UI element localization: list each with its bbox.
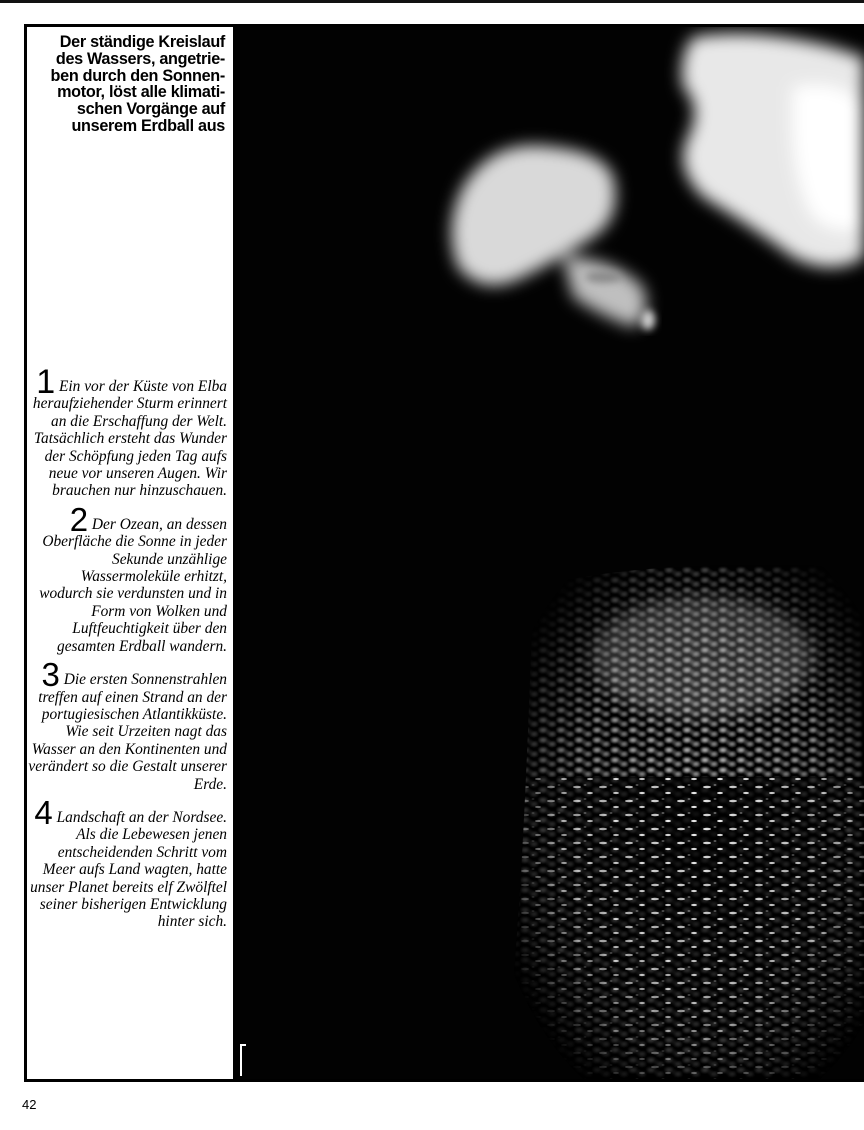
caption-text: Der Ozean, an dessen Oberfläche die Sonne in jeder Sekunde unzählige Wassermoleküle erhitzt, wodurch sie verdunsten und in Form von Wolken und Luftfeuchtigkeit über den gesamten Erdball wandern.: [39, 515, 227, 655]
top-rule: [0, 0, 864, 3]
corner-mark: [240, 1044, 246, 1076]
headline-line: ben durch den Sonnen-: [50, 66, 225, 85]
caption-number: 3: [41, 656, 60, 694]
headline-line: des Wassers, angetrie-: [55, 49, 225, 68]
caption-text: Die ersten Sonnenstrahlen treffen auf einen Strand an der portugiesischen Atlantikküste. Wie seit Urzeiten nagt das Wasser an den Kontinenten und verändert so die Gestalt unserer Erde.: [28, 671, 227, 793]
caption-column: [28, 363, 227, 941]
caption-2: [28, 500, 227, 655]
storm-sea-photo: [233, 27, 864, 1079]
page-number: 42: [22, 1097, 37, 1112]
caption-1: [28, 363, 227, 500]
caption-number: 4: [34, 793, 53, 831]
headline-line: unserem Erdball aus: [71, 116, 225, 135]
caption-4: [28, 793, 227, 931]
caption-number: 2: [69, 500, 89, 538]
headline: [32, 34, 225, 135]
headline-line: schen Vorgänge auf: [76, 100, 225, 119]
headline-line: Der ständige Kreislauf: [59, 33, 225, 51]
photo-illustration: [233, 27, 864, 1079]
caption-3: [28, 656, 227, 793]
headline-line: motor, löst alle klimati-: [57, 83, 225, 102]
caption-number: 1: [36, 363, 56, 401]
caption-text: Ein vor der Küste von Elba heraufziehender Sturm erinnert an die Erschaffung der Welt. Tatsächlich ersteht das Wunder der Schöpfung jeden Tag aufs neue vor unseren Augen. Wir brauchen nur hinzuschauen.: [32, 378, 227, 500]
caption-text: Landschaft an der Nordsee. Als die Lebewesen jenen entscheidenden Schritt vom Meer aufs Land wagten, hatte unser Planet bereits elf Zwölftel seiner bisherigen Entwicklung hinter sich.: [30, 808, 227, 931]
sea-surface: [473, 567, 864, 1079]
